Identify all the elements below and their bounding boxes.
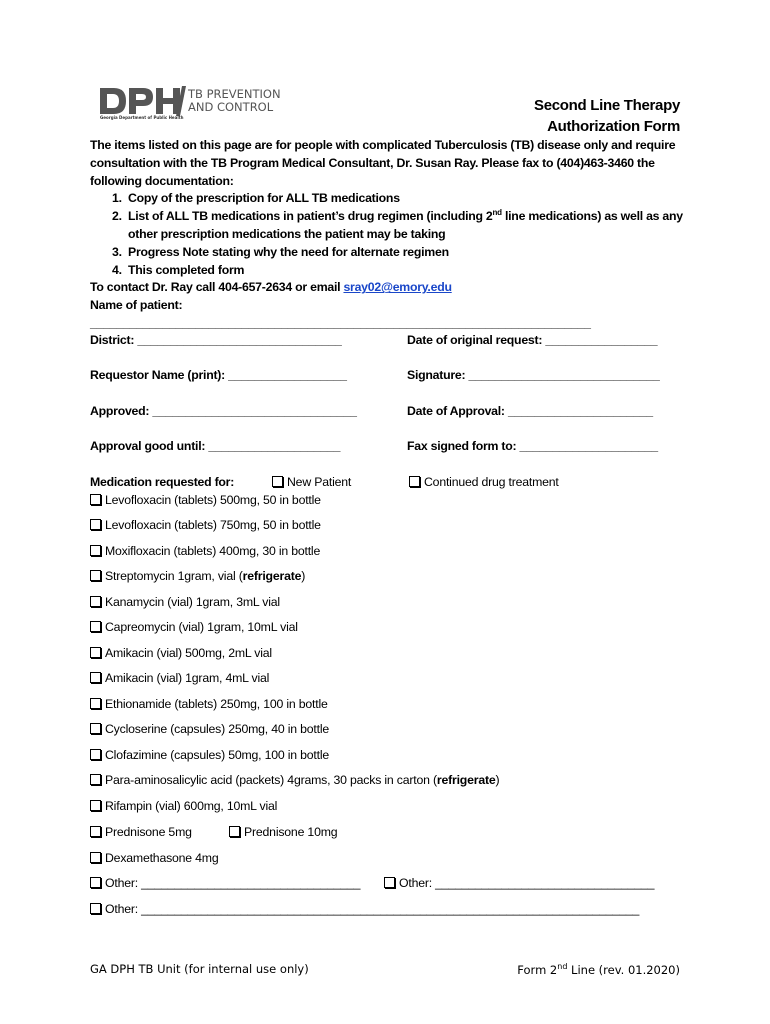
med-option[interactable]: Ethionamide (tablets) 250mg, 100 in bottle bbox=[90, 697, 328, 711]
checkbox-icon[interactable] bbox=[90, 672, 101, 683]
checkbox-icon[interactable] bbox=[409, 476, 420, 487]
medication-requested-label: Medication requested for: bbox=[90, 475, 235, 489]
checkbox-icon[interactable] bbox=[90, 774, 101, 785]
original-request-date-field[interactable]: Date of original request: _________________ bbox=[407, 333, 658, 347]
med-option[interactable]: Cycloserine (capsules) 250mg, 40 in bottle bbox=[90, 722, 329, 736]
checkbox-icon[interactable] bbox=[90, 800, 101, 811]
footer-left: GA DPH TB Unit (for internal use only) bbox=[90, 962, 309, 976]
approved-field[interactable]: Approved: _______________________________ bbox=[90, 404, 357, 418]
checkbox-icon[interactable] bbox=[90, 519, 101, 530]
dph-logo-graphic bbox=[96, 84, 296, 120]
email-link[interactable]: sray02@emory.edu bbox=[343, 280, 452, 295]
med-option[interactable]: Dexamethasone 4mg bbox=[90, 851, 219, 865]
med-option[interactable]: Prednisone 5mg bbox=[90, 825, 192, 839]
checkbox-icon[interactable] bbox=[90, 545, 101, 556]
med-option[interactable]: Rifampin (vial) 600mg, 10mL vial bbox=[90, 799, 277, 813]
checkbox-icon[interactable] bbox=[90, 903, 101, 914]
patient-name-field[interactable]: Name of patient: ____________________________________________________________________________ bbox=[90, 298, 591, 330]
checkbox-icon[interactable] bbox=[90, 621, 101, 632]
checkbox-icon[interactable] bbox=[272, 476, 283, 487]
med-option[interactable]: Capreomycin (vial) 1gram, 10mL vial bbox=[90, 620, 298, 634]
checkbox-icon[interactable] bbox=[90, 698, 101, 709]
other-option[interactable]: Other: ___________________________________________________________________________ bbox=[90, 902, 639, 916]
checkbox-icon[interactable] bbox=[90, 749, 101, 760]
med-option[interactable]: Clofazimine (capsules) 50mg, 100 in bottle bbox=[90, 748, 329, 762]
checkbox-icon[interactable] bbox=[90, 852, 101, 863]
new-patient-checkbox[interactable]: New Patient bbox=[272, 475, 351, 489]
other-option[interactable]: Other: _________________________________ bbox=[384, 876, 654, 890]
logo-line-2: AND CONTROL bbox=[188, 100, 274, 114]
med-option[interactable]: Amikacin (vial) 1gram, 4mL vial bbox=[90, 671, 269, 685]
med-option[interactable]: Kanamycin (vial) 1gram, 3mL vial bbox=[90, 595, 280, 609]
approval-date-field[interactable]: Date of Approval: ______________________ bbox=[407, 404, 653, 418]
doc-item: 1. Copy of the prescription for ALL TB medications bbox=[112, 191, 400, 206]
checkbox-icon[interactable] bbox=[90, 723, 101, 734]
checkbox-icon[interactable] bbox=[90, 877, 101, 888]
doc-item: 3. Progress Note stating why the need for alternate regimen bbox=[112, 244, 449, 259]
intro-paragraph: The items listed on this page are for people with complicated Tuberculosis (TB) disease only and require consultation with the TB Program Medical Consultant, Dr. Susan Ray. Please fax to (404)463-3460 the following documentation: bbox=[90, 138, 676, 188]
checkbox-icon[interactable] bbox=[90, 826, 101, 837]
checkbox-icon[interactable] bbox=[384, 877, 395, 888]
checkbox-icon[interactable] bbox=[90, 647, 101, 658]
requestor-name-field[interactable]: Requestor Name (print): __________________ bbox=[90, 368, 347, 382]
documentation-list bbox=[90, 190, 685, 279]
doc-item: 2. List of ALL TB medications in patient’s drug regimen (including 2nd line medications) as well as any other prescription medications the patient may be taking bbox=[112, 208, 683, 241]
footer-right: Form 2nd Line (rev. 01.2020) bbox=[517, 962, 680, 977]
checkbox-icon[interactable] bbox=[229, 826, 240, 837]
signature-field[interactable]: Signature: _____________________________ bbox=[407, 368, 660, 382]
med-option[interactable]: Para-aminosalicylic acid (packets) 4grams, 30 packs in carton (refrigerate) bbox=[90, 773, 499, 787]
contact-line: To contact Dr. Ray call 404-657-2634 or email sray02@emory.edu bbox=[90, 280, 452, 295]
dph-logo bbox=[96, 84, 296, 120]
title-line-2: Authorization Form bbox=[547, 118, 680, 135]
logo-line-1: TB PREVENTION bbox=[188, 87, 281, 101]
med-option[interactable]: Levofloxacin (tablets) 500mg, 50 in bottle bbox=[90, 493, 321, 507]
instructions bbox=[90, 137, 685, 333]
other-option[interactable]: Other: _________________________________ bbox=[90, 876, 360, 890]
checkbox-icon[interactable] bbox=[90, 570, 101, 581]
title-line-1: Second Line Therapy bbox=[534, 97, 680, 114]
doc-item: 4. This completed form bbox=[112, 262, 245, 277]
med-option[interactable]: Streptomycin 1gram, vial (refrigerate) bbox=[90, 569, 305, 583]
med-option[interactable]: Prednisone 10mg bbox=[229, 825, 337, 839]
checkbox-icon[interactable] bbox=[90, 596, 101, 607]
logo-subtext: Georgia Department of Public Health bbox=[100, 115, 184, 120]
form-title bbox=[534, 95, 680, 137]
checkbox-icon[interactable] bbox=[90, 494, 101, 505]
med-option[interactable]: Levofloxacin (tablets) 750mg, 50 in bottle bbox=[90, 518, 321, 532]
fax-field[interactable]: Fax signed form to: _____________________ bbox=[407, 439, 658, 453]
med-option[interactable]: Moxifloxacin (tablets) 400mg, 30 in bottle bbox=[90, 544, 320, 558]
district-field[interactable]: District: _______________________________ bbox=[90, 333, 342, 347]
continued-treatment-checkbox[interactable]: Continued drug treatment bbox=[409, 475, 559, 489]
med-option[interactable]: Amikacin (vial) 500mg, 2mL vial bbox=[90, 646, 272, 660]
approval-good-until-field[interactable]: Approval good until: ____________________ bbox=[90, 439, 341, 453]
